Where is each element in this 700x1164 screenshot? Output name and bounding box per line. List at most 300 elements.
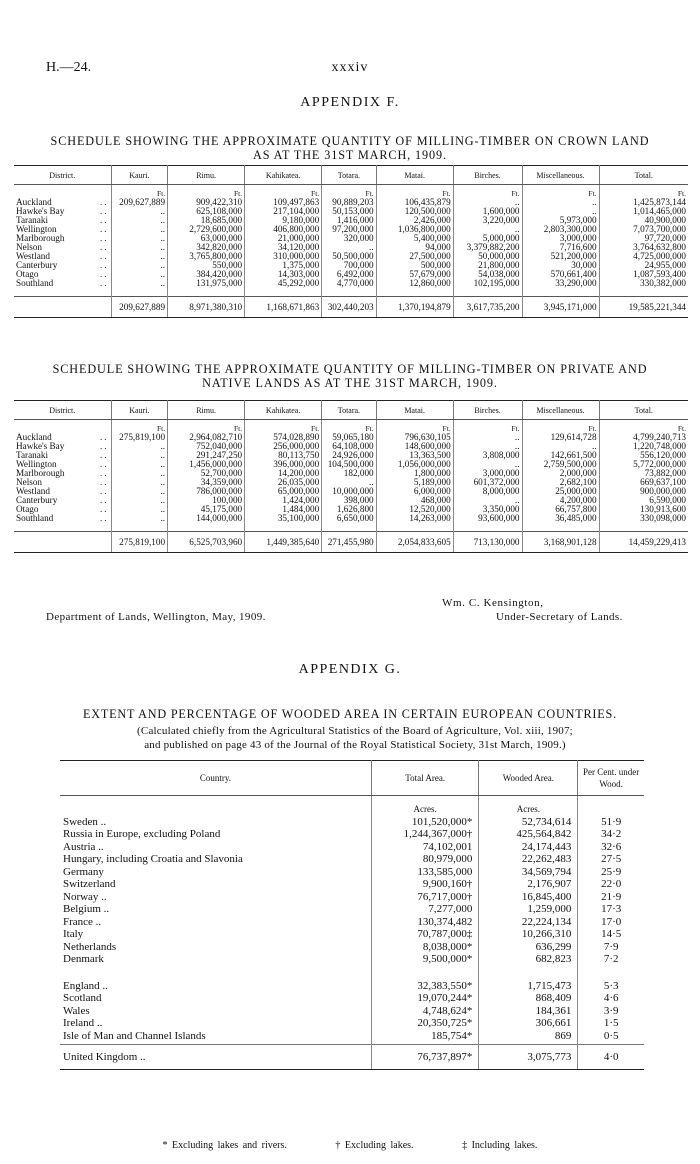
district-name: Canterbury xyxy=(16,260,58,270)
value-cell: .. xyxy=(453,433,522,442)
column-header: Per Cent. under Wood. xyxy=(578,761,644,796)
wooded-area-cell: 10,266,310 xyxy=(479,928,578,941)
wooded-area-cell: 3,075,773 xyxy=(479,1045,578,1070)
leader-dots: .. xyxy=(99,513,109,523)
value-cell: 1,014,465,000 xyxy=(633,206,686,216)
footnotes xyxy=(0,1140,700,1151)
column-header: Miscellaneous. xyxy=(522,401,599,420)
total-area-cell: 8,038,000* xyxy=(371,941,479,954)
spacer-cell xyxy=(245,523,322,532)
spacer-cell xyxy=(453,288,522,297)
value-cell: 275,819,100 xyxy=(111,433,168,442)
wooded-area-cell: 1,715,473 xyxy=(479,980,578,993)
value-cell: 625,108,000 xyxy=(168,207,245,216)
value-cell: 291,247,250 xyxy=(168,451,245,460)
value-cell: 574,028,890 xyxy=(245,433,322,442)
value-cell: 556,120,000 xyxy=(640,450,686,460)
value-cell: 64,108,000 xyxy=(322,442,376,451)
wooded-area-cell: 1,259,000 xyxy=(479,903,578,916)
value-cell: 21,800,000 xyxy=(453,261,522,270)
spacer-cell xyxy=(14,523,111,532)
district-name: Wellington xyxy=(16,224,57,234)
value-cell: 500,000 xyxy=(376,261,453,270)
wooded-area-cell: 869 xyxy=(479,1030,578,1043)
value-cell: 2,803,300,000 xyxy=(522,225,599,234)
spacer-cell xyxy=(111,288,168,297)
country-cell: Norway .. xyxy=(60,891,371,904)
unit-cell: Ft. xyxy=(376,185,453,199)
value-cell: 109,497,863 xyxy=(245,198,322,207)
value-cell: 45,292,000 xyxy=(245,279,322,288)
district-name: Southland xyxy=(16,513,54,523)
percent-cell: 4·6 xyxy=(603,992,619,1004)
table-row xyxy=(60,928,644,941)
department-line: Department of Lands, Wellington, May, 1909. xyxy=(46,611,266,623)
district-name: Marlborough xyxy=(16,233,65,243)
leader-dots: .. xyxy=(99,233,109,243)
table-row xyxy=(60,941,644,954)
value-cell: 120,500,000 xyxy=(376,207,453,216)
value-cell: .. xyxy=(111,469,168,478)
column-header: District. xyxy=(14,166,111,185)
total-cell: 3,617,735,200 xyxy=(453,297,522,318)
total-cell: 8,971,380,310 xyxy=(168,297,245,318)
wooded-area-cell: 2,176,907 xyxy=(479,878,578,891)
value-cell: .. xyxy=(522,207,599,216)
wooded-area-cell: 425,564,842 xyxy=(479,828,578,841)
value-cell: .. xyxy=(111,234,168,243)
value-cell: 217,104,000 xyxy=(245,207,322,216)
value-cell: .. xyxy=(111,496,168,505)
value-cell: 73,882,000 xyxy=(644,468,686,478)
unit-cell xyxy=(14,420,111,434)
value-cell: 3,808,000 xyxy=(453,451,522,460)
total-cell: 19,585,221,344 xyxy=(599,297,688,318)
value-cell: 1,425,873,144 xyxy=(633,197,686,207)
appendix-g-title: APPENDIX G. xyxy=(298,662,402,677)
value-cell: .. xyxy=(111,279,168,288)
column-header: Total. xyxy=(599,401,688,420)
unit-cell: Ft. xyxy=(522,185,599,199)
schedule2-title-line2: NATIVE LANDS AS AT THE 31ST MARCH, 1909. xyxy=(202,376,498,390)
wooded-area-cell: 52,734,614 xyxy=(479,816,578,829)
district-cell xyxy=(14,514,111,523)
total-area-cell: 32,383,550* xyxy=(371,980,479,993)
appendix-f-title: APPENDIX F. xyxy=(300,95,400,110)
value-cell: 130,913,600 xyxy=(640,504,686,514)
country-cell: France .. xyxy=(60,916,371,929)
value-cell: 14,200,000 xyxy=(245,469,322,478)
district-name: Taranaki xyxy=(16,215,49,225)
value-cell: 13,363,500 xyxy=(376,451,453,460)
spacer-cell xyxy=(376,523,453,532)
unit-row xyxy=(14,420,688,434)
value-cell: 330,098,000 xyxy=(640,513,686,523)
value-cell: 256,000,000 xyxy=(245,442,322,451)
value-cell: 144,000,000 xyxy=(168,514,245,523)
leader-dots: .. xyxy=(99,486,109,496)
header-row xyxy=(14,166,688,185)
spacer-cell xyxy=(522,523,599,532)
spacer-cell xyxy=(599,288,688,297)
value-cell: 1,626,800 xyxy=(322,505,376,514)
value-cell: 786,000,000 xyxy=(168,487,245,496)
unit-cell: Ft. xyxy=(522,420,599,434)
spacer-row xyxy=(14,288,688,297)
value-cell: 900,000,000 xyxy=(640,486,686,496)
value-cell: 106,435,879 xyxy=(376,198,453,207)
spacer-cell xyxy=(111,523,168,532)
table-row xyxy=(60,853,644,866)
value-cell: 25,000,000 xyxy=(522,487,599,496)
column-header: Birches. xyxy=(453,401,522,420)
totals-row xyxy=(14,532,688,553)
value-cell: .. xyxy=(111,451,168,460)
country-cell: Wales xyxy=(60,1005,371,1018)
value-cell: .. xyxy=(453,460,522,469)
value-cell: 570,661,400 xyxy=(522,270,599,279)
spacer-cell xyxy=(599,523,688,532)
district-name: Otago xyxy=(16,504,39,514)
leader-dots: .. xyxy=(99,215,109,225)
leader-dots: .. xyxy=(99,278,109,288)
footnote-dagger: † Excluding lakes. xyxy=(335,1140,414,1151)
value-cell: 4,725,000,000 xyxy=(633,251,686,261)
leader-dots: .. xyxy=(99,477,109,487)
column-header: Total. xyxy=(599,166,688,185)
value-cell: 18,685,000 xyxy=(168,216,245,225)
value-cell: 21,000,000 xyxy=(245,234,322,243)
value-cell: 3,379,882,200 xyxy=(453,243,522,252)
country-cell: Ireland .. xyxy=(60,1017,371,1030)
total-area-cell: 1,244,367,000† xyxy=(371,828,479,841)
percent-cell: 3·9 xyxy=(603,1004,619,1017)
unit-cell: Ft. xyxy=(677,189,686,198)
country-cell: Switzerland xyxy=(60,878,371,891)
total-area-cell: 70,787,000‡ xyxy=(371,928,479,941)
value-cell: 26,035,000 xyxy=(245,478,322,487)
value-cell: 5,772,000,000 xyxy=(633,459,686,469)
value-cell: 93,600,000 xyxy=(453,514,522,523)
value-cell: 342,820,000 xyxy=(168,243,245,252)
value-cell: 1,087,593,400 xyxy=(633,269,686,279)
unit-cell: Ft. xyxy=(168,185,245,199)
percent-cell: 27·5 xyxy=(601,853,622,865)
district-name: Otago xyxy=(16,269,39,279)
percent-cell: 51·9 xyxy=(601,815,622,828)
value-cell: 1,220,748,000 xyxy=(633,441,686,451)
unit-cell: Ft. xyxy=(111,420,168,434)
spacer-cell xyxy=(14,288,111,297)
table-row xyxy=(60,816,644,829)
table-row xyxy=(60,903,644,916)
percent-cell: 0·5 xyxy=(603,1029,619,1042)
page-ref: H.—24. xyxy=(46,60,92,75)
table-row xyxy=(60,828,644,841)
total-area-cell: 20,350,725* xyxy=(371,1017,479,1030)
value-cell: 7,716,600 xyxy=(522,243,599,252)
column-header: Rimu. xyxy=(168,166,245,185)
leader-dots: .. xyxy=(99,495,109,505)
unit-cell: Ft. xyxy=(322,420,376,434)
table-row xyxy=(60,841,644,854)
header-row xyxy=(14,401,688,420)
value-cell: 100,000 xyxy=(168,496,245,505)
country-cell: United Kingdom .. xyxy=(60,1045,371,1070)
value-cell: 10,000,000 xyxy=(322,487,376,496)
percent-cell: 32·6 xyxy=(601,840,622,853)
unit-cell: Ft. xyxy=(453,185,522,199)
unit-cell: Acres. xyxy=(479,796,578,816)
percent-cell: 17·3 xyxy=(601,903,622,915)
column-header: District. xyxy=(14,401,111,420)
value-cell: 3,000,000 xyxy=(522,234,599,243)
unit-cell: Ft. xyxy=(168,420,245,434)
column-header: Kahikatea. xyxy=(245,166,322,185)
totals-label-cell xyxy=(14,297,111,318)
wooded-area-cell: 868,409 xyxy=(479,992,578,1005)
value-cell: 104,500,000 xyxy=(322,460,376,469)
unit-row xyxy=(14,185,688,199)
total-cell: 3,945,171,000 xyxy=(522,297,599,318)
wooded-area-subtitle xyxy=(40,724,670,752)
total-area-cell: 7,277,000 xyxy=(371,903,479,916)
total-area-cell: 9,500,000* xyxy=(371,953,479,966)
value-cell: 8,000,000 xyxy=(453,487,522,496)
schedule1-title-line2: AS AT THE 31ST MARCH, 1909. xyxy=(253,148,447,162)
spacer-row xyxy=(14,523,688,532)
value-cell: 65,000,000 xyxy=(245,487,322,496)
unit-cell xyxy=(578,796,644,816)
table-row xyxy=(60,878,644,891)
spacer-cell xyxy=(453,523,522,532)
value-cell: 9,180,000 xyxy=(245,216,322,225)
country-cell: Russia in Europe, excluding Poland xyxy=(60,828,371,841)
district-name: Southland xyxy=(16,278,54,288)
column-header: Totara. xyxy=(322,401,376,420)
value-cell: .. xyxy=(111,487,168,496)
signatory-name: Wm. C. Kensington, xyxy=(442,597,544,609)
value-cell: 14,303,000 xyxy=(245,270,322,279)
value-cell: 5,973,000 xyxy=(522,216,599,225)
country-cell: Hungary, including Croatia and Slavonia xyxy=(60,853,371,866)
footnote-star: * Excluding lakes and rivers. xyxy=(162,1140,287,1151)
percent-cell: 34·2 xyxy=(601,828,622,840)
wooded-area-title: EXTENT AND PERCENTAGE OF WOODED AREA IN CERTAIN EUROPEAN COUNTRIES. xyxy=(83,707,617,721)
gap-cell xyxy=(479,966,578,980)
leader-dots: .. xyxy=(99,450,109,460)
value-cell: 1,416,000 xyxy=(322,216,376,225)
value-cell: 209,627,889 xyxy=(111,198,168,207)
value-cell: .. xyxy=(111,460,168,469)
total-cell: 1,449,385,640 xyxy=(245,532,322,553)
column-header: Birches. xyxy=(453,166,522,185)
percent-cell: 7·9 xyxy=(603,940,619,953)
total-area-cell: 4,748,624* xyxy=(371,1005,479,1018)
table-row xyxy=(60,916,644,929)
value-cell: 36,485,000 xyxy=(522,514,599,523)
spacer-cell xyxy=(376,288,453,297)
gap-row xyxy=(60,966,644,980)
value-cell: 2,682,100 xyxy=(522,478,599,487)
value-cell: 97,200,000 xyxy=(322,225,376,234)
percent-cell: 21·9 xyxy=(601,890,622,903)
value-cell: .. xyxy=(453,496,522,505)
value-cell: 30,000 xyxy=(522,261,599,270)
value-cell: 6,000,000 xyxy=(376,487,453,496)
value-cell: 2,426,000 xyxy=(376,216,453,225)
wooded-area-table xyxy=(60,760,644,1070)
value-cell: .. xyxy=(111,478,168,487)
value-cell: 129,614,728 xyxy=(522,433,599,442)
district-name: Westland xyxy=(16,251,50,261)
value-cell: 5,189,000 xyxy=(376,478,453,487)
value-cell: 1,056,000,000 xyxy=(376,460,453,469)
value-cell: 3,220,000 xyxy=(453,216,522,225)
wooded-area-cell: 184,361 xyxy=(479,1005,578,1018)
value-cell: .. xyxy=(322,478,376,487)
value-cell: 12,520,000 xyxy=(376,505,453,514)
percent-cell: 1·5 xyxy=(603,1017,619,1029)
value-cell: .. xyxy=(111,207,168,216)
total-cell: 2,054,833,605 xyxy=(376,532,453,553)
unit-cell xyxy=(14,185,111,199)
value-cell: .. xyxy=(111,243,168,252)
value-cell: 310,000,000 xyxy=(245,252,322,261)
value-cell: 3,000,000 xyxy=(453,469,522,478)
value-cell: 7,073,700,000 xyxy=(633,224,686,234)
value-cell: .. xyxy=(453,442,522,451)
total-cell: 209,627,889 xyxy=(111,297,168,318)
district-name: Hawke's Bay xyxy=(16,441,65,451)
unit-cell: Ft. xyxy=(376,420,453,434)
value-cell: 3,765,800,000 xyxy=(168,252,245,261)
district-name: Westland xyxy=(16,486,50,496)
value-cell: 12,860,000 xyxy=(376,279,453,288)
wooded-area-cell: 306,661 xyxy=(479,1017,578,1030)
value-cell: 5,400,000 xyxy=(376,234,453,243)
column-header: Country. xyxy=(60,761,371,796)
total-area-cell: 76,717,000† xyxy=(371,891,479,904)
column-header: Matai. xyxy=(376,166,453,185)
header-row xyxy=(60,761,644,796)
table-row xyxy=(60,1017,644,1030)
country-cell: Netherlands xyxy=(60,941,371,954)
table-row xyxy=(60,992,644,1005)
leader-dots: .. xyxy=(99,468,109,478)
unit-cell: Ft. xyxy=(111,185,168,199)
wooded-area-cell: 22,224,134 xyxy=(479,916,578,929)
value-cell: 3,350,000 xyxy=(453,505,522,514)
value-cell: 66,757,800 xyxy=(522,505,599,514)
wooded-area-cell: 636,299 xyxy=(479,941,578,954)
schedule1-title-line1: SCHEDULE SHOWING THE APPROXIMATE QUANTITY OF MILLING-TIMBER ON CROWN LAND xyxy=(50,134,650,148)
value-cell: 1,456,000,000 xyxy=(168,460,245,469)
column-header: Miscellaneous. xyxy=(522,166,599,185)
value-cell: 1,800,000 xyxy=(376,469,453,478)
value-cell: 102,195,000 xyxy=(453,279,522,288)
gap-cell xyxy=(60,966,371,980)
wooded-area-cell: 34,569,794 xyxy=(479,866,578,879)
leader-dots: .. xyxy=(99,260,109,270)
district-name: Auckland xyxy=(16,432,52,442)
district-name: Hawke's Bay xyxy=(16,206,65,216)
value-cell: 406,800,000 xyxy=(245,225,322,234)
country-cell: Belgium .. xyxy=(60,903,371,916)
country-cell: Austria .. xyxy=(60,841,371,854)
totals-row xyxy=(14,297,688,318)
value-cell: 50,500,000 xyxy=(322,252,376,261)
table-row xyxy=(14,279,688,288)
value-cell: 4,200,000 xyxy=(522,496,599,505)
value-cell: 2,759,500,000 xyxy=(522,460,599,469)
leader-dots: .. xyxy=(99,269,109,279)
percent-cell: 14·5 xyxy=(601,928,622,940)
value-cell: 1,036,800,000 xyxy=(376,225,453,234)
leader-dots: .. xyxy=(99,224,109,234)
column-header: Totara. xyxy=(322,166,376,185)
totals-label-cell xyxy=(14,532,111,553)
column-header: Kauri. xyxy=(111,166,168,185)
total-cell: 1,168,671,863 xyxy=(245,297,322,318)
leader-dots: .. xyxy=(99,432,109,442)
value-cell: 1,484,000 xyxy=(245,505,322,514)
value-cell: 45,175,000 xyxy=(168,505,245,514)
district-name: Marlborough xyxy=(16,468,65,478)
value-cell: 601,372,000 xyxy=(453,478,522,487)
value-cell: 52,700,000 xyxy=(168,469,245,478)
table-row xyxy=(60,866,644,879)
total-area-cell: 185,754* xyxy=(371,1030,479,1043)
value-cell: 148,600,000 xyxy=(376,442,453,451)
country-cell: Denmark xyxy=(60,953,371,966)
column-header: Total Area. xyxy=(371,761,479,796)
value-cell: 396,000,000 xyxy=(245,460,322,469)
country-cell: Isle of Man and Channel Islands xyxy=(60,1030,371,1043)
value-cell: 182,000 xyxy=(322,469,376,478)
value-cell: .. xyxy=(111,261,168,270)
leader-dots: .. xyxy=(99,441,109,451)
value-cell: .. xyxy=(111,442,168,451)
country-cell: Italy xyxy=(60,928,371,941)
total-area-cell: 74,102,001 xyxy=(371,841,479,854)
value-cell: 550,000 xyxy=(168,261,245,270)
value-cell: 63,000,000 xyxy=(168,234,245,243)
total-area-cell: 9,900,160† xyxy=(371,878,479,891)
value-cell: 57,679,000 xyxy=(376,270,453,279)
value-cell: 3,764,632,800 xyxy=(633,242,686,252)
value-cell: 35,100,000 xyxy=(245,514,322,523)
value-cell: .. xyxy=(322,243,376,252)
leader-dots: .. xyxy=(99,206,109,216)
value-cell: 521,200,000 xyxy=(522,252,599,261)
total-area-cell: 80,979,000 xyxy=(371,853,479,866)
value-cell: 6,590,000 xyxy=(649,495,686,505)
total-cell: 275,819,100 xyxy=(111,532,168,553)
value-cell: 5,000,000 xyxy=(453,234,522,243)
gap-cell xyxy=(578,966,644,980)
value-cell: 33,290,000 xyxy=(522,279,599,288)
total-row xyxy=(60,1045,644,1070)
unit-cell: Ft. xyxy=(245,420,322,434)
district-name: Auckland xyxy=(16,197,52,207)
schedule1-title xyxy=(14,134,686,162)
gap-cell xyxy=(371,966,479,980)
table-row xyxy=(60,953,644,966)
wooded-area-cell: 22,262,483 xyxy=(479,853,578,866)
value-cell: 669,637,100 xyxy=(640,477,686,487)
total-cell: 14,459,229,413 xyxy=(599,532,688,553)
